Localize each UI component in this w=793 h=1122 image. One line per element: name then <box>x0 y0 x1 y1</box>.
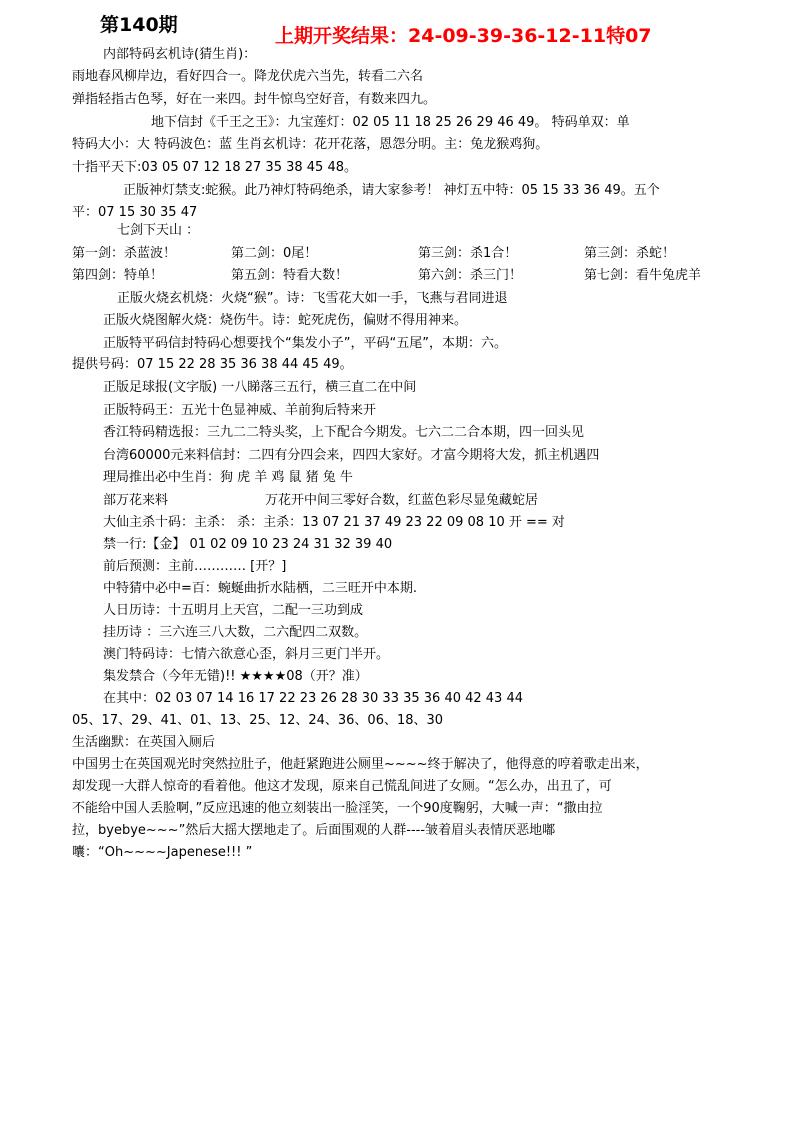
humor-line-1: 中国男士在英国观光时突然拉肚子，他赶紧跑进公厕里~~~~终于解决了，他得意的哼着歌走出来， <box>72 757 649 772</box>
seven-swords-title: 七剑下天山 ： <box>117 223 200 238</box>
forecast-line: 前后预测：主前………… [开？] <box>103 559 287 574</box>
sword-4: 第四剑：特单！ <box>72 268 164 283</box>
fire-diagram-line: 正版火烧图解火烧：烧伤牛。诗：蛇死虎伤，偏财不得用神来。 <box>103 313 468 328</box>
humor-line-4: 拉，byebye~~~”然后大摇大摆地走了。后面围观的人群----皱着眉头表情厌恶地嘟 <box>72 823 556 838</box>
fire-riddle-line: 正版火烧玄机烧：火烧“猴”。诗：飞雪花大如一手，飞燕与君同进退 <box>117 291 508 306</box>
humor-line-2: 却发现一大群人惊奇的看着他。他这才发现，原来自己慌乱间进了女厕。“怎么办，出丑了，可 <box>72 779 612 794</box>
lamp-line: 正版神灯禁支:蛇猴。此乃神灯特码绝杀，请大家参考！ 神灯五中特：05 15 33 36 49。五个 <box>123 183 660 198</box>
sword-3b: 第三剑：杀蛇！ <box>584 246 676 261</box>
ban-row-line: 禁一行:【金】 01 02 09 10 23 24 31 32 39 40 <box>103 537 393 552</box>
humor-title: 生活幽默：在英国入厕后 <box>72 735 216 750</box>
sword-1: 第一剑：杀蓝波！ <box>72 246 177 261</box>
sword-6: 第六剑：杀三门！ <box>418 268 523 283</box>
ten-fingers-line: 十指平天下:03 05 07 12 18 27 35 38 45 48。 <box>72 160 357 175</box>
sword-3: 第三剑：杀1合！ <box>418 246 518 261</box>
wanhua-label: 部万花来料 <box>103 493 169 508</box>
sword-2: 第二剑：0尾！ <box>231 246 318 261</box>
envelope-line: 地下信封《千王之王》：九宝莲灯：02 05 11 18 25 26 29 46 49。 特码单双：单 <box>151 115 630 130</box>
numbers-provided-line: 提供号码：07 15 22 28 35 36 38 44 45 49。 <box>72 357 353 372</box>
flat-envelope-line: 正版特平码信封特码心想要找个“集发小子”，平码“五尾”，本期：六。 <box>103 336 507 351</box>
zodiac-line: 理局推出必中生肖：狗 虎 羊 鸡 鼠 猪 兔 牛 <box>103 470 353 485</box>
among-line: 在其中：02 03 07 14 16 17 22 23 26 28 30 33 35 36 40 42 43 44 <box>103 691 524 706</box>
poem-line-2: 弹指轻指古色琴，好在一来四。封牛惊鸟空好音，有数来四九。 <box>72 92 437 107</box>
poem-line-1: 雨地春风柳岸边，看好四合一。降龙伏虎六当先，转看二六名 <box>72 69 424 84</box>
hk-selection-line: 香江特码精选报：三九二二特头奖，上下配合今期发。七六二二合本期，四一回头见 <box>103 425 585 440</box>
sequence-line: 05、17、29、41、01、13、25、12、24、36、06、18、30 <box>72 713 444 728</box>
humor-line-3: 不能给中国人丢脸啊，”反应迅速的他立刻装出一脸淫笑，一个90度鞠躬，大喊一声：“撒由拉 <box>72 801 603 816</box>
issue-number: 第140期 <box>100 14 178 36</box>
king-line: 正版特码王：五光十色显神威、羊前狗后特来开 <box>103 403 377 418</box>
taiwan-envelope-line: 台湾60000元来料信封：二四有分四会来，四四大家好。才富今期将大发，抓主机遇四 <box>103 448 600 463</box>
wanhua-line: 万花开中间三零好合数，红蓝色彩尽显兔藏蛇居 <box>265 493 539 508</box>
sword-7: 第七剑：看牛兔虎羊 <box>584 268 702 283</box>
football-line: 正版足球报(文字版) 一八睇落三五行，横三直二在中间 <box>103 380 417 395</box>
last-draw-result: 上期开奖结果：24-09-39-36-12-11特07 <box>275 25 652 47</box>
calendar-poem-line: 人日历诗：十五明月上天宫，二配一三功到成 <box>103 603 364 618</box>
flat-line: 平：07 15 30 35 47 <box>72 205 198 220</box>
macau-poem-line: 澳门特码诗：七情六欲意心歪，斜月三更门半开。 <box>103 647 390 662</box>
guess-line: 中特猜中必中=百：蜿蜒曲折水陆栖，二三旺开中本期. <box>103 581 418 596</box>
jifa-line: 集发禁合（今年无错)!! ★★★★08（开？准） <box>103 669 368 684</box>
hanging-calendar-line: 挂历诗 ：三六连三八大数，二六配四二双数。 <box>103 625 368 640</box>
kill-ten-line: 大仙主杀十码：主杀： 杀：主杀：13 07 21 37 49 23 22 09 08 10 开 == 对 <box>103 515 565 530</box>
humor-line-5: 囔：“Oh~~~~Japenese!!! ” <box>72 845 253 860</box>
size-color-line: 特码大小：大 特码波色：蓝 生肖玄机诗：花开花落，恩怨分明。主：兔龙猴鸡狗。 <box>72 137 549 152</box>
sword-5: 第五剑：特看大数！ <box>231 268 349 283</box>
poem-title: 内部特码玄机诗(猜生肖)： <box>103 47 257 62</box>
